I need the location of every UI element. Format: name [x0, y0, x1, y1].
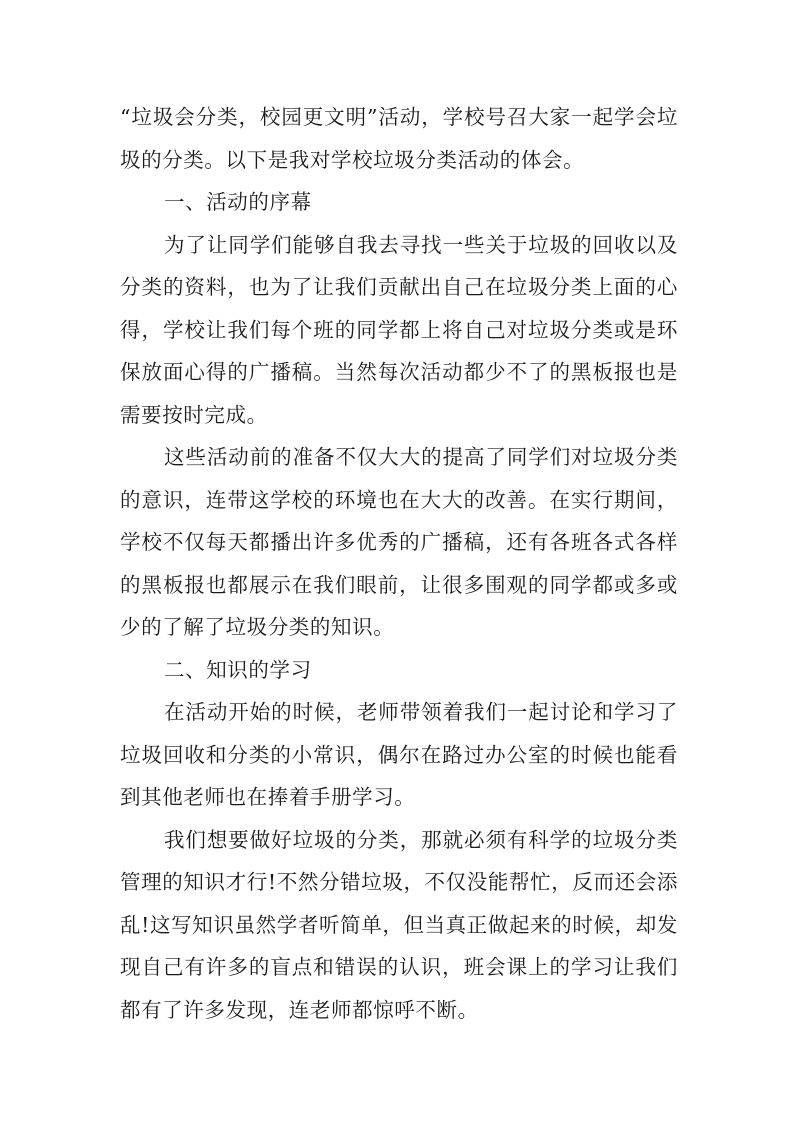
document-body	[120, 96, 678, 1031]
section-heading-2: 二、知识的学习	[164, 657, 312, 682]
paragraph-intro: “垃圾会分类，校园更文明”活动，学校号召大家一起学会垃圾的分类。以下是我对学校垃圾分类活动的体会。	[120, 105, 678, 172]
section-heading-1: 一、活动的序幕	[164, 190, 312, 214]
paragraph-1: 为了让同学们能够自我去寻找一些关于垃圾的回收以及分类的资料，也为了让我们贡献出自己在垃圾分类上面的心得，学校让我们每个班的同学都上将自己对垃圾分类或是环保放面心得的广播稿。当然每次活动都少不了的黑板报也是需要按时完成。	[120, 232, 678, 427]
paragraph-2: 这些活动前的准备不仅大大的提高了同学们对垃圾分类的意识，连带这学校的环境也在大大的改善。在实行期间，学校不仅每天都播出许多优秀的广播稿，还有各班各式各样的黑板报也都展示在我们眼前，让很多围观的同学都或多或少的了解了垃圾分类的知识。	[120, 445, 678, 639]
paragraph-4: 我们想要做好垃圾的分类，那就必须有科学的垃圾分类管理的知识才行!不然分错垃圾，不仅没能帮忙，反而还会添乱!这写知识虽然学者听简单，但当真正做起来的时候，却发现自己有许多的盲点和错误的认识，班会课上的学习让我们都有了许多发现，连老师都惊呼不断。	[120, 827, 678, 1022]
paragraph-3: 在活动开始的时候，老师带领着我们一起讨论和学习了垃圾回收和分类的小常识，偶尔在路过办公室的时候也能看到其他老师也在捧着手册学习。	[120, 700, 678, 809]
